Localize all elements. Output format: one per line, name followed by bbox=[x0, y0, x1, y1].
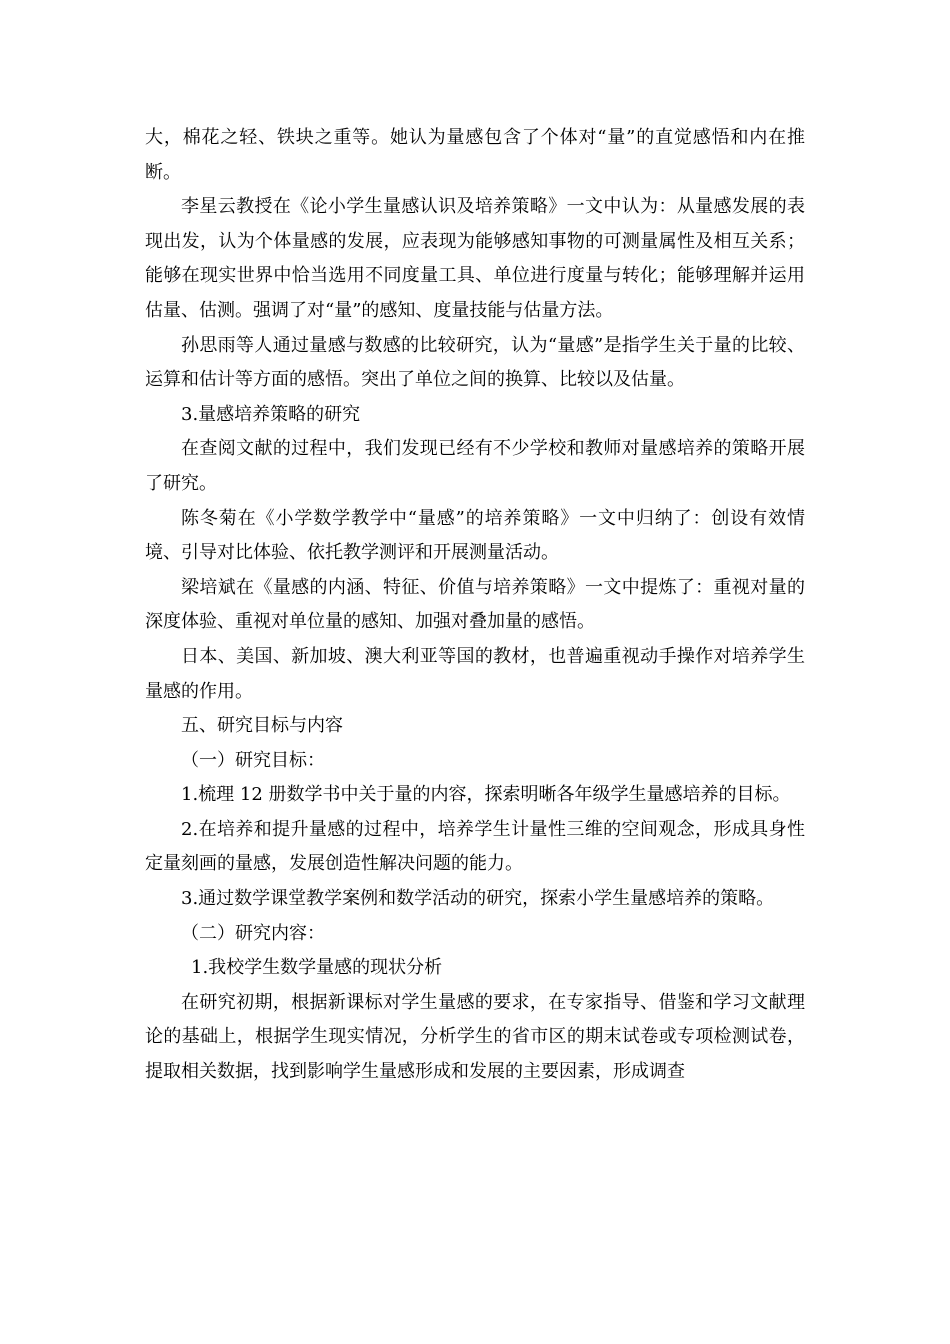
paragraph-2: 李星云教授在《论小学生量感认识及培养策略》一文中认为：从量感发展的表现出发，认为个体量感的发展，应表现为能够感知事物的可测量属性及相互关系；能够在现实世界中恰当选用不同度量工具、单位进行度量与转化；能够理解并运用估量、估测。强调了对“量”的感知、度量技能与估量方法。 bbox=[145, 196, 805, 321]
paragraph-3: 孙思雨等人通过量感与数感的比较研究，认为“量感”是指学生关于量的比较、运算和估计等方面的感悟。突出了单位之间的换算、比较以及估量。 bbox=[145, 334, 805, 391]
goal-item-3: 3.通过数学课堂教学案例和数学活动的研究，探索小学生量感培养的策略。 bbox=[181, 888, 775, 910]
goal-item-2: 2.在培养和提升量感的过程中，培养学生计量性三维的空间观念，形成具身性定量刻画的量感，发展创造性解决问题的能力。 bbox=[145, 818, 805, 875]
section-heading-goals-content: 五、研究目标与内容 bbox=[181, 715, 343, 737]
paragraph-5: 陈冬菊在《小学数学教学中“量感”的培养策略》一文中归纳了：创设有效情境、引导对比体验、依托教学测评和开展测量活动。 bbox=[145, 507, 805, 564]
subheading-research-content: （二）研究内容： bbox=[181, 922, 325, 944]
goal-item-1: 1.梳理 12 册数学书中关于量的内容，探索明晰各年级学生量感培养的目标。 bbox=[181, 784, 791, 806]
paragraph-4: 在查阅文献的过程中，我们发现已经有不少学校和教师对量感培养的策略开展了研究。 bbox=[145, 438, 805, 494]
paragraph-1: 大，棉花之轻、铁块之重等。她认为量感包含了个体对“量”的直觉感悟和内在推断。 bbox=[145, 127, 805, 183]
paragraph-6: 梁培斌在《量感的内涵、特征、价值与培养策略》一文中提炼了：重视对量的深度体验、重视对单位量的感知、加强对叠加量的感悟。 bbox=[145, 576, 805, 633]
content-item-1-heading: 1.我校学生数学量感的现状分析 bbox=[191, 957, 443, 979]
paragraph-7: 日本、美国、新加坡、澳大利亚等国的教材，也普遍重视动手操作对培养学生量感的作用。 bbox=[145, 645, 805, 702]
subheading-research-goals: （一）研究目标： bbox=[181, 749, 325, 771]
section-heading-strategy-research: 3.量感培养策略的研究 bbox=[181, 403, 361, 425]
paragraph-8: 在研究初期，根据新课标对学生量感的要求，在专家指导、借鉴和学习文献理论的基础上，根据学生现实情况，分析学生的省市区的期末试卷或专项检测试卷，提取相关数据，找到影响学生量感形成和发展的主要因素，形成调查 bbox=[145, 991, 805, 1083]
document-page bbox=[145, 121, 805, 1090]
